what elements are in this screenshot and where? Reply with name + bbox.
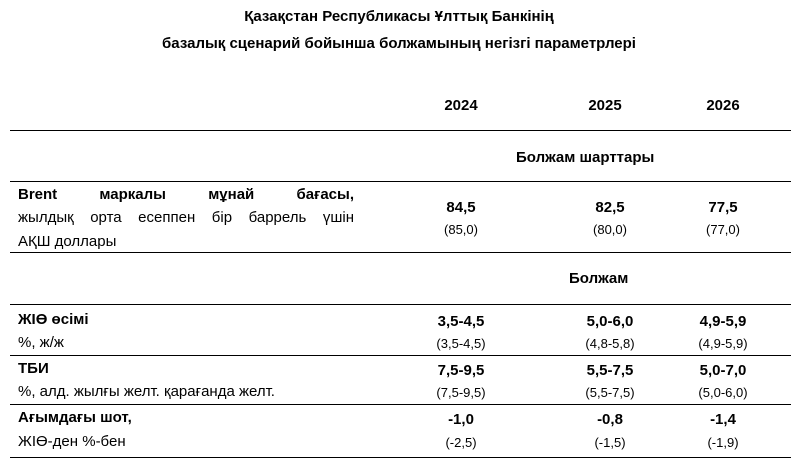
current-account-label-line1: Ағымдағы шот,	[18, 409, 132, 426]
brent-label-line3: АҚШ доллары	[18, 233, 117, 250]
divider	[10, 355, 791, 356]
divider	[10, 130, 791, 131]
gdp-value-2025: 5,0-6,0	[586, 313, 634, 330]
current-account-value-2025: -0,8	[597, 411, 623, 428]
cpi-prev-2026: (5,0-6,0)	[698, 385, 748, 400]
current-account-value-2026: -1,4	[710, 411, 736, 428]
cpi-prev-2024: (7,5-9,5)	[436, 385, 486, 400]
gdp-prev-2026: (4,9-5,9)	[698, 336, 748, 351]
current-account-label-line2: ЖІӨ-ден %-бен	[18, 433, 126, 450]
gdp-prev-2024: (3,5-4,5)	[436, 336, 486, 351]
gdp-label-line2: %, ж/ж	[18, 334, 64, 351]
current-account-prev-2024: (-2,5)	[445, 435, 477, 450]
cpi-value-2024: 7,5-9,5	[437, 362, 485, 379]
brent-prev-2024: (85,0)	[444, 222, 478, 237]
cpi-label-line2: %, алд. жылғы желт. қарағанда желт.	[18, 383, 275, 400]
current-account-prev-2026: (-1,9)	[707, 435, 739, 450]
section-forecast: Болжам	[569, 270, 629, 287]
brent-prev-2026: (77,0)	[706, 222, 740, 237]
cpi-prev-2025: (5,5-7,5)	[585, 385, 635, 400]
year-2025-header: 2025	[588, 97, 622, 114]
year-2024-header: 2024	[444, 97, 478, 114]
gdp-value-2026: 4,9-5,9	[699, 313, 747, 330]
current-account-value-2024: -1,0	[448, 411, 474, 428]
divider	[10, 304, 791, 305]
year-2026-header: 2026	[706, 97, 740, 114]
current-account-prev-2025: (-1,5)	[594, 435, 626, 450]
divider	[10, 252, 791, 253]
divider	[10, 181, 791, 182]
cpi-label-line1: ТБИ	[18, 360, 49, 377]
table-title-line1: Қазақстан Республикасы Ұлттық Банкінің	[244, 8, 554, 25]
brent-value-2026: 77,5	[708, 199, 738, 216]
brent-label-line2: жылдық орта есеппен бір баррель үшін	[18, 209, 354, 226]
divider	[10, 404, 791, 405]
cpi-value-2025: 5,5-7,5	[586, 362, 634, 379]
brent-value-2024: 84,5	[446, 199, 476, 216]
brent-label-line1: Brent маркалы мұнай бағасы,	[18, 186, 354, 203]
gdp-prev-2025: (4,8-5,8)	[585, 336, 635, 351]
brent-value-2025: 82,5	[595, 199, 625, 216]
brent-prev-2025: (80,0)	[593, 222, 627, 237]
gdp-value-2024: 3,5-4,5	[437, 313, 485, 330]
table-title-line2: базалық сценарий бойынша болжамының негізгі параметрлері	[162, 35, 636, 52]
section-conditions: Болжам шарттары	[516, 149, 655, 166]
divider	[10, 457, 791, 458]
cpi-value-2026: 5,0-7,0	[699, 362, 747, 379]
gdp-label-line1: ЖІӨ өсімі	[18, 311, 89, 328]
